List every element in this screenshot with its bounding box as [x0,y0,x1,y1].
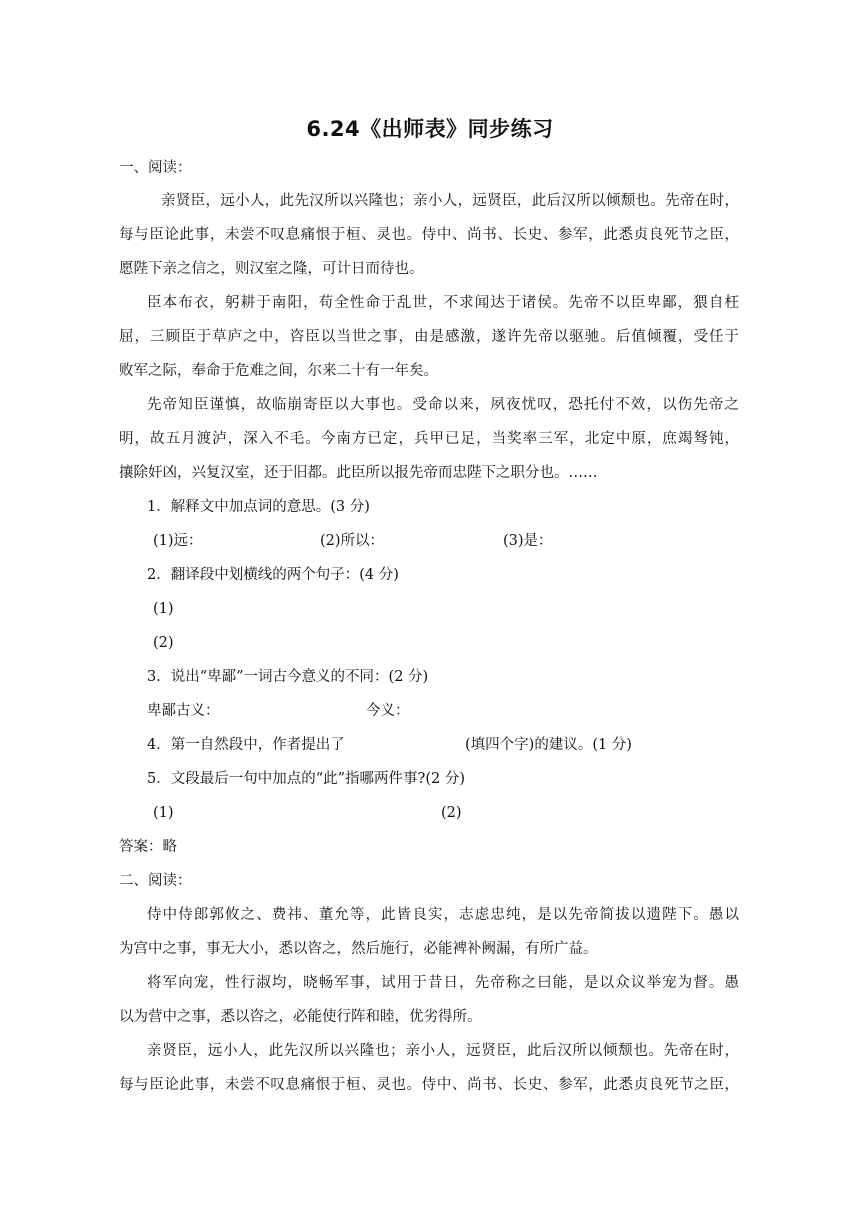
question-5: 5．文段最后一句中加点的“此”指哪两件事?(2 分) [147,771,465,787]
answer-blank-2b: (2) [153,635,174,651]
answer-blank-1a: (1)远： [153,533,203,549]
question-4-suffix: (填四个字)的建议。(1 分) [465,737,632,753]
paragraph-line: 每与臣论此事，未尝不叹息痛恨于桓、灵也。侍中、尚书、长史、参军，此悉贞良死节之臣， [119,227,739,243]
paragraph-line: 亲贤臣，远小人，此先汉所以兴隆也；亲小人，远贤臣，此后汉所以倾颓也。先帝在时， [161,193,739,209]
page-title: 6.24《出师表》同步练习 [306,117,554,141]
paragraph-line: 以为营中之事，悉以咨之，必能使行阵和睦，优劣得所。 [119,1009,482,1025]
section-heading: 一、阅读： [119,160,192,176]
answer-blank-5b: (2) [441,805,462,821]
paragraph-line: 攘除奸凶，兴复汉室，还于旧都。此臣所以报先帝而忠陛下之职分也。…… [119,465,598,481]
paragraph-line: 愿陛下亲之信之，则汉室之隆，可计日而待也。 [119,261,424,277]
question-3: 3．说出“卑鄙”一词古今意义的不同：(2 分) [147,669,429,685]
paragraph-line: 先帝知臣谨慎，故临崩寄臣以大事也。受命以来，夙夜忧叹，恐托付不效，以伤先帝之 [147,397,739,413]
answer-blank-2a: (1) [153,601,174,617]
paragraph-line: 每与臣论此事，未尝不叹息痛恨于桓、灵也。侍中、尚书、长史、参军，此悉贞良死节之臣， [119,1077,739,1093]
answer-blank-3a: 卑鄙古义： [147,703,220,719]
paragraph-line: 屈，三顾臣于草庐之中，咨臣以当世之事，由是感激，遂许先帝以驱驰。后值倾覆，受任于 [119,329,739,345]
answer-blank-1b: (2)所以： [320,533,385,549]
paragraph-line: 亲贤臣，远小人，此先汉所以兴隆也；亲小人，远贤臣，此后汉所以倾颓也。先帝在时， [147,1043,739,1059]
paragraph-line: 为宫中之事，事无大小，悉以咨之，然后施行，必能裨补阙漏，有所广益。 [119,941,598,957]
paragraph-line: 臣本布衣，躬耕于南阳，苟全性命于乱世，不求闻达于诸侯。先帝不以臣卑鄙，猥自枉 [147,295,739,311]
question-4: 4．第一自然段中，作者提出了 [147,737,345,753]
paragraph-line: 将军向宠，性行淑均，晓畅军事，试用于昔日，先帝称之曰能，是以众议举宠为督。愚 [147,975,739,991]
section-heading: 二、阅读： [119,873,192,889]
question-1: 1．解释文中加点词的意思。(3 分) [147,499,370,515]
answer-blank-1c: (3)是： [503,533,553,549]
paragraph-line: 明，故五月渡泸，深入不毛。今南方已定，兵甲已足，当奖率三军，北定中原，庶竭驽钝， [119,431,739,447]
paragraph-line: 败军之际，奉命于危难之间，尔来二十有一年矣。 [119,363,438,379]
paragraph-line: 侍中侍郎郭攸之、费祎、董允等，此皆良实，志虑忠纯，是以先帝简拔以遗陛下。愚以 [147,907,739,923]
answer-blank-5a: (1) [153,805,174,821]
answer-note: 答案：略 [119,839,177,855]
answer-blank-3b: 今义： [366,703,410,719]
question-2: 2．翻译段中划横线的两个句子：(4 分) [147,567,399,583]
